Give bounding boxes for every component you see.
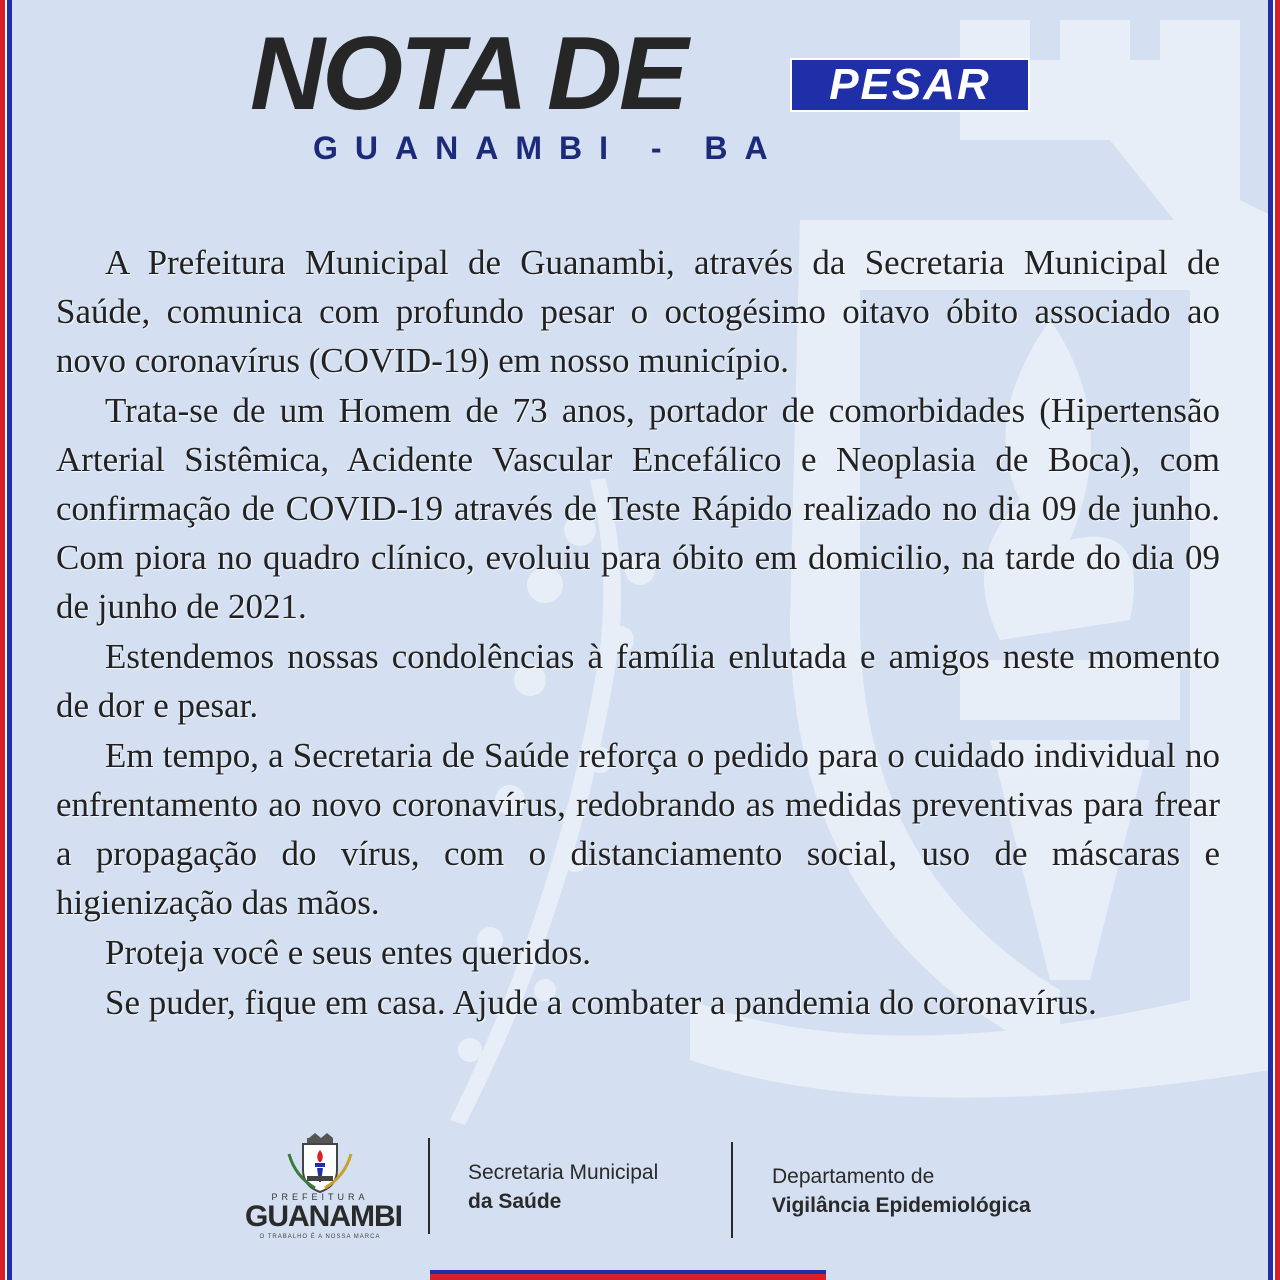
location-subtitle: GUANAMBI - BA [313,130,785,166]
right-border-stripes [1268,0,1280,1280]
paragraph: Estendemos nossas condolências à família enlutada e amigos neste momento de dor e pesar. [56,637,1220,725]
bottom-color-bar [430,1270,826,1280]
paragraph: Em tempo, a Secretaria de Saúde reforça o pedido para o cuidado individual no enfrentamento ao novo coronavírus, redobrando as medidas preventivas para frear a propagação do vírus, com o distanciamento social, uso de máscaras e higienização das mãos. [56,736,1220,922]
paragraph: Trata-se de um Homem de 73 anos, portador de comorbidades (Hipertensão Arterial Sistêmica, Acidente Vascular Encefálico e Neoplasia de Boca), com confirmação de COVID-19 através de Teste Rápido realizado no dia 09 de junho. Com piora no quadro clínico, evoluiu para óbito em domicilio, na tarde do dia 09 de junho de 2021. [56,391,1220,626]
paragraph: Proteja você e seus entes queridos. [105,933,591,972]
page-title: NOTA DE [250,16,686,132]
paragraph: A Prefeitura Municipal de Guanambi, através da Secretaria Municipal de Saúde, comunica com profundo pesar o octogésimo oitavo óbito associado ao novo coronavírus (COVID-19) em nosso município. [56,243,1220,380]
prefeitura-logo [245,1130,402,1260]
footer-divider [731,1142,733,1238]
departamento-line1: Departamento de [772,1165,935,1188]
secretaria-line1: Secretaria Municipal [468,1161,659,1184]
departamento-label [772,1162,1031,1220]
secretaria-label [468,1158,658,1216]
title-badge: PESAR [790,58,1030,112]
logo-slogan: O TRABALHO É A NOSSA MARCA [259,1234,381,1240]
departamento-line2: Vigilância Epidemiológica [772,1194,1031,1217]
notice-body [56,238,1220,1028]
left-border-stripes [0,0,12,1280]
logo-top-text: PREFEITURA [271,1192,369,1202]
city-crest-icon [245,1130,395,1194]
secretaria-line2: da Saúde [468,1190,562,1213]
footer-divider [428,1138,430,1234]
paragraph: Se puder, fique em casa. Ajude a combater a pandemia do coronavírus. [105,983,1097,1022]
logo-name: GUANAMBI [245,1200,402,1233]
